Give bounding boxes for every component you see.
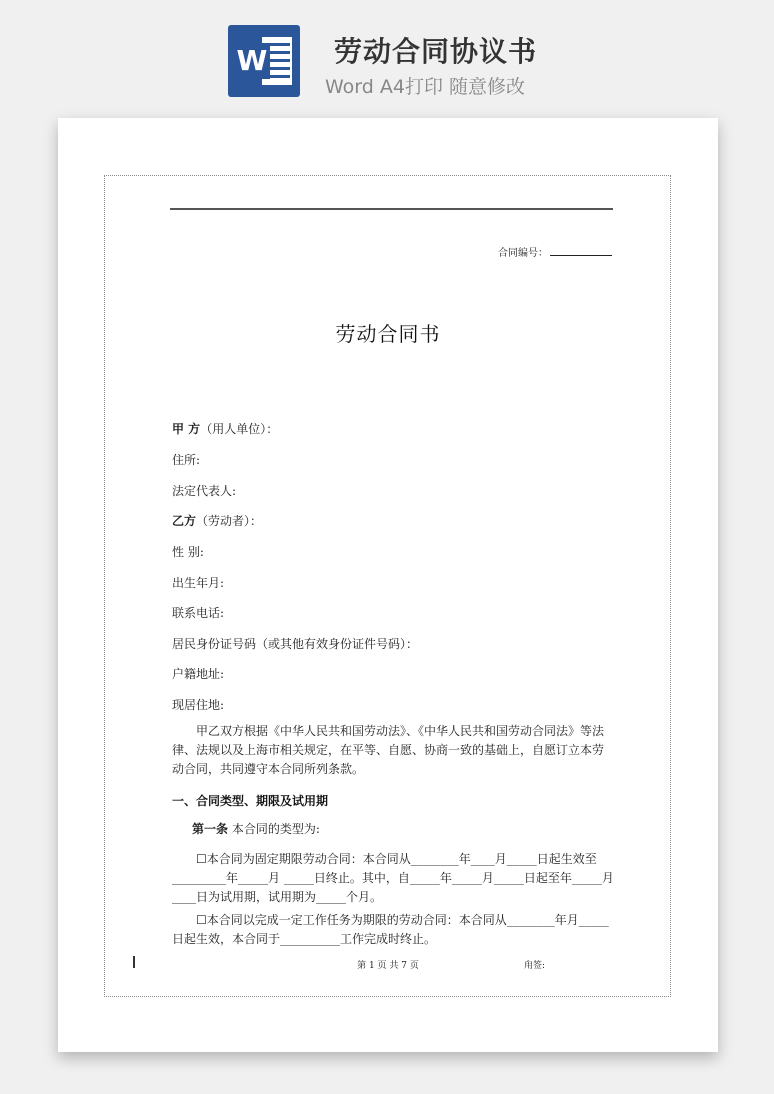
intro-paragraph: 甲乙双方根据《中华人民共和国劳动法》、《中华人民共和国劳动合同法》等法律、法规以及上海市相关规定，在平等、自愿、协商一致的基础上，自愿订立本劳动合同，共同遵守本合同所列条款。	[172, 724, 605, 776]
field-party-b	[172, 512, 262, 529]
field-legal-rep: 法定代表人:	[172, 484, 237, 498]
contract-number-blank	[550, 246, 612, 256]
article-1-text: 本合同的类型为:	[231, 822, 320, 836]
field-birth: 出生年月:	[172, 576, 225, 590]
article-1	[192, 820, 320, 837]
party-a-note: （用人单位）：	[200, 422, 279, 436]
field-id-number: 居民身份证号码（或其他有效身份证件号码）：	[172, 637, 419, 651]
option-task-term: ☐本合同以完成一定工作任务为期限的劳动合同：本合同从________年月_____日起生效，本合同于__________工作完成时终止。	[172, 913, 609, 946]
word-logo-letter: W	[234, 43, 270, 79]
footer-sign: 甪签:	[524, 961, 546, 971]
banner	[0, 0, 774, 110]
party-a-label: 甲 方	[172, 422, 201, 436]
field-residence: 现居住地:	[172, 698, 225, 712]
banner-subtitle: Word A4打印 随意修改	[325, 76, 526, 98]
document-page	[58, 118, 718, 1052]
field-party-a	[172, 420, 278, 437]
field-household: 户籍地址:	[172, 667, 225, 681]
footer-page-number: 第 1 页 共 7 页	[357, 961, 419, 971]
word-icon	[228, 25, 300, 97]
section-heading: 一、合同类型、期限及试用期	[172, 794, 329, 808]
field-phone: 联系电话:	[172, 606, 225, 620]
article-1-label: 第一条	[192, 822, 229, 836]
header-rule	[170, 208, 613, 210]
contract-number	[498, 244, 612, 259]
option-fixed-term: ☐本合同为固定期限劳动合同：本合同从________年____月_____日起生效至_________年_____月 _____日终止。其中，自_____年_____月_____日起至年_____月____日为试用期，试用期为_____个月。	[172, 852, 614, 904]
party-b-label: 乙方	[172, 514, 197, 528]
banner-title: 劳动合同协议书	[334, 35, 538, 68]
field-gender: 性 别:	[172, 545, 204, 559]
field-address: 住所:	[172, 453, 201, 467]
document-title: 劳动合同书	[335, 322, 441, 346]
party-b-note: （劳动者）：	[196, 514, 263, 528]
contract-number-label: 合同编号：	[498, 248, 548, 259]
